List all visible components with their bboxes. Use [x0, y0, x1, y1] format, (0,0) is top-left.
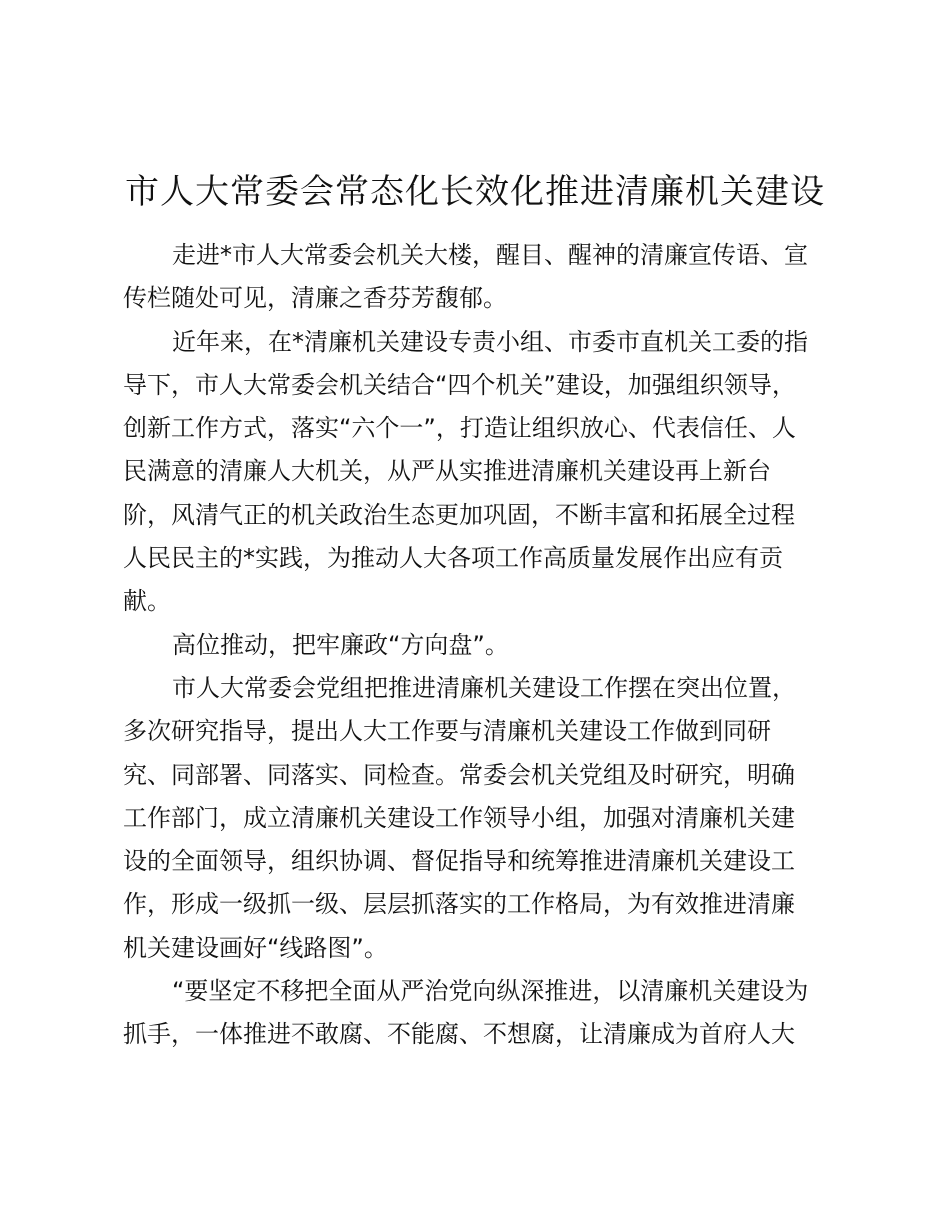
- document-title: 市人大常委会常态化长效化推进清廉机关建设: [125, 172, 825, 212]
- text-line: 作，形成一级抓一级、层层抓落实的工作格局，为有效推进清廉: [123, 890, 795, 919]
- section-heading: 高位推动，把牢廉政“方向盘”。: [172, 630, 509, 659]
- text-line: 近年来，在*清廉机关建设专责小组、市委市直机关工委的指: [172, 327, 808, 356]
- text-line: 设的全面领导，组织协调、督促指导和统筹推进清廉机关建设工: [123, 847, 795, 876]
- text-line: 创新工作方式，落实“六个一”，打造让组织放心、代表信任、人: [123, 414, 796, 443]
- text-line: 市人大常委会党组把推进清廉机关建设工作摆在突出位置，: [172, 673, 796, 702]
- text-line: 走进*市人大常委会机关大楼，醒目、醒神的清廉宣传语、宣: [172, 241, 808, 269]
- text-line: “要坚定不移把全面从严治党向纵深推进，以清廉机关建设为: [172, 977, 809, 1006]
- text-line: 导下，市人大常委会机关结合“四个机关”建设，加强组织领导，: [123, 370, 796, 399]
- text-line: 机关建设画好“线路图”。: [123, 933, 388, 962]
- text-line: 阶，风清气正的机关政治生态更加巩固，不断丰富和拓展全过程: [123, 500, 795, 529]
- text-line: 民满意的清廉人大机关，从严从实推进清廉机关建设再上新台: [123, 457, 771, 486]
- text-line: 人民民主的*实践，为推动人大各项工作高质量发展作出应有贡: [123, 544, 783, 573]
- text-line: 究、同部署、同落实、同检查。常委会机关党组及时研究，明确: [123, 760, 795, 789]
- text-line: 献。: [123, 587, 171, 616]
- text-line: 抓手，一体推进不敢腐、不能腐、不想腐，让清廉成为首府人大: [123, 1020, 795, 1049]
- document-body: [123, 234, 843, 1057]
- text-line: 工作部门，成立清廉机关建设工作领导小组，加强对清廉机关建: [123, 803, 795, 832]
- text-line: 传栏随处可见，清廉之香芬芳馥郁。: [123, 284, 507, 313]
- text-line: 多次研究指导，提出人大工作要与清廉机关建设工作做到同研: [123, 717, 771, 746]
